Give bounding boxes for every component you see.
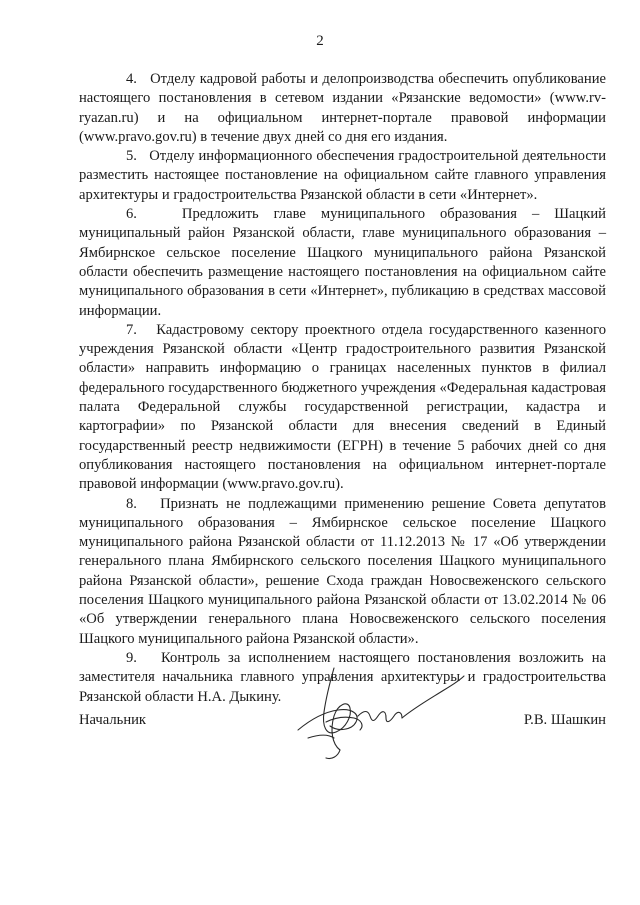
- paragraph-text: Отделу информационного обеспечения градостроительной деятельности разместить настоящее постановление на официальном сайте главного управления архитектуры и градостроительства Рязанской области в сети «Интернет».: [79, 148, 606, 203]
- paragraph-number: 5.: [126, 148, 137, 165]
- paragraph-8: [79, 495, 606, 649]
- paragraph-text: Кадастровому сектору проектного отдела государственного казенного учреждения Рязанской области «Центр градостроительного развития Рязанской области» направить информацию о границах населенных пунктов в филиал федерального государственного бюджетного учреждения «Федеральная кадастровая палата Федеральной службы государственной регистрации, кадастра и картографии» по Рязанской области для внесения сведений в Единый государственный реестр недвижимости (ЕГРН) в течение 5 рабочих дней со дня опубликования настоящего постановления на официальном интернет-портале правовой информации (www.pravo.gov.ru).: [79, 321, 606, 493]
- document-body: [79, 70, 606, 707]
- paragraph-text: Отделу кадровой работы и делопроизводства обеспечить опубликование настоящего постановления в сетевом издании «Рязанские ведомости» (www.rv-ryazan.ru) и на официальном интернет-портале правовой информации (www.pravo.gov.ru) в течение двух дней со дня его издания.: [79, 71, 606, 145]
- paragraph-text: Контроль за исполнением настоящего постановления возложить на заместителя начальника главного управления архитектуры и градостроительства Рязанской области Н.А. Дыкину.: [79, 649, 606, 705]
- paragraph-number: 6.: [126, 206, 137, 223]
- paragraph-number: 4.: [126, 71, 137, 87]
- paragraph-text: Признать не подлежащими применению решение Совета депутатов муниципального образования – Ямбирнское сельское поселение Шацкого муниципального района Рязанской области от 11.12.2013 № 17 «Об утверждении генерального плана Ямбирнского сельского поселения Шацкого муниципального района Рязанской области», решение Схода граждан Новосвеженского сельского поселения Шацкого муниципального района Рязанской области от 13.02.2014 № 06 «Об утверждении генерального плана Новосвеженского сельского поселения Шацкого муниципального района Рязанской области».: [79, 495, 606, 647]
- paragraph-7: [79, 321, 606, 495]
- signatory-title: Начальник: [79, 712, 147, 728]
- paragraph-4: [79, 70, 606, 147]
- paragraph-number: 8.: [126, 495, 137, 512]
- signature-block: [79, 712, 606, 732]
- paragraph-text: Предложить главе муниципального образования – Шацкий муниципальный район Рязанской области, главе муниципального образования – Ямбирнское сельское поселение Шацкого муниципального района Рязанской области обеспечить размещение настоящего постановления на официальном сайте муниципального образования в сети «Интернет», публикацию в средствах массовой информации.: [79, 206, 606, 319]
- paragraph-5: [79, 147, 606, 205]
- page-number: 2: [316, 33, 324, 49]
- paragraph-6: [79, 205, 606, 321]
- paragraph-number: 7.: [126, 321, 137, 338]
- paragraph-number: 9.: [126, 649, 137, 666]
- signatory-name: Р.В. Шашкин: [523, 712, 606, 728]
